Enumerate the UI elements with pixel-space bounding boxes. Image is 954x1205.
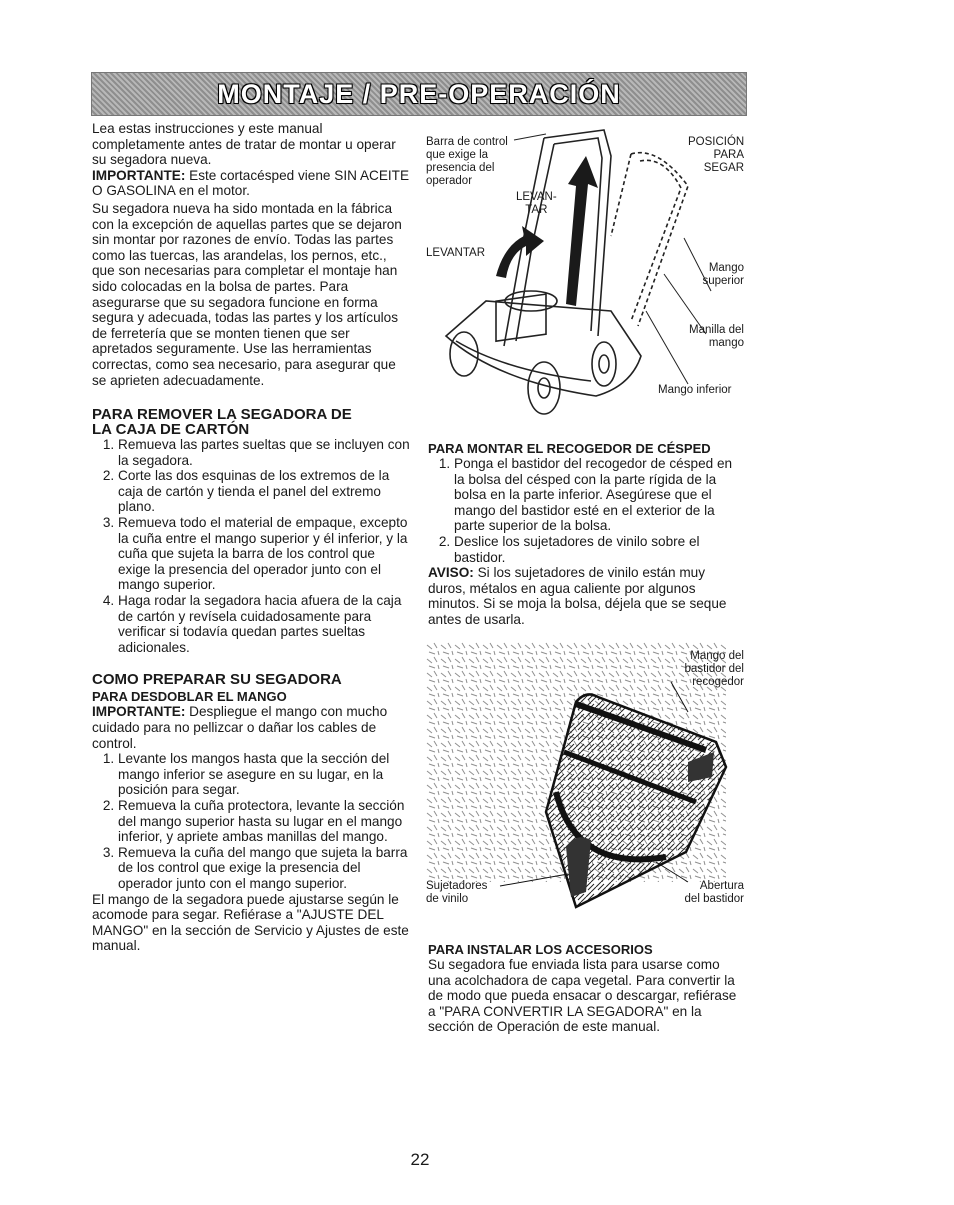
unfold-important-label: IMPORTANTE: xyxy=(92,704,186,720)
lift-small-label: LEVAN- TAR xyxy=(516,191,557,216)
unfold-heading: PARA DESDOBLAR EL MANGO xyxy=(92,689,287,705)
left-column xyxy=(92,121,410,954)
unfold-important-note xyxy=(92,704,410,751)
unfold-steps-list xyxy=(92,751,410,891)
lift-label: LEVANTAR xyxy=(426,247,486,259)
upper-handle-label: Mango superior xyxy=(702,262,744,287)
frame-opening-label: Abertura del bastidor xyxy=(684,880,744,905)
important-note xyxy=(92,168,410,199)
remove-steps-list xyxy=(92,437,410,655)
list-item: 2. Corte las dos esquinas de los extremos de la caja de cartón y tienda el panel del extremo plano. xyxy=(118,468,410,515)
remove-heading-line1: PARA REMOVER LA SEGADORA DE xyxy=(92,406,352,424)
list-item: 3. Remueva todo el material de empaque, excepto la cuña entre el mango superior y él inferior, y la cuña que sujeta la barra de los control que exige la presencia del operador junto con el mango superior. xyxy=(118,515,410,593)
remove-heading-line2: LA CAJA DE CARTÓN xyxy=(92,421,250,439)
right-column-lower xyxy=(428,942,746,1035)
prepare-heading: COMO PREPARAR SU SEGADORA xyxy=(92,671,342,689)
mower-handle-figure xyxy=(426,126,756,426)
important-label: IMPORTANTE: xyxy=(92,167,186,183)
accessories-heading: PARA INSTALAR LOS ACCESORIOS xyxy=(428,942,653,957)
notice-text: Si los sujetadores de vinilo están muy duros, métalos en agua caliente por algunos minutos. Si se moja la bolsa, déjela que se seque antes de usarla. xyxy=(428,565,727,627)
section-banner xyxy=(91,72,747,116)
frame-handle-label: Mango del bastidor del recogedor xyxy=(684,650,744,688)
section-title: MONTAJE / PRE-OPERACIÓN xyxy=(217,78,621,109)
notice-paragraph xyxy=(428,565,746,627)
list-item: 4. Haga rodar la segadora hacia afuera de la caja de cartón y revísela cuidadosamente para verificar si todavía quedan partes sueltas adicionales. xyxy=(118,593,410,655)
list-item: 1. Ponga el bastidor del recogedor de césped en la bolsa del césped con la parte rígida de la bolsa en la parte inferior. Asegúrese que el mango del bastidor esté en el exterior de la parte superior de la bolsa. xyxy=(454,456,746,534)
list-item: 3. Remueva la cuña del mango que sujeta la barra de los control que exige la presencia del operador junto con el mango superior. xyxy=(118,845,410,892)
list-item: 1. Remueva las partes sueltas que se incluyen con la segadora. xyxy=(118,437,410,468)
grass-catcher-figure xyxy=(426,642,756,932)
list-item: 2. Remueva la cuña protectora, levante la sección del mango superior hasta su lugar en el mango inferior, y apriete ambas manillas del mango. xyxy=(118,798,410,845)
list-item: 1. Levante los mangos hasta que la sección del mango inferior se asegure en su lugar, en la posición para segar. xyxy=(118,751,410,798)
mowing-position-label: POSICIÓN PARA SEGAR xyxy=(688,136,745,174)
handle-knob-label: Manilla del mango xyxy=(689,324,744,349)
notice-label: AVISO: xyxy=(428,565,474,581)
page-number: 22 xyxy=(410,1150,430,1169)
catcher-heading: PARA MONTAR EL RECOGEDOR DE CÉSPED xyxy=(428,441,711,456)
list-item: 2. Deslice los sujetadores de vinilo sobre el bastidor. xyxy=(454,534,746,565)
unfold-important-text: Despliegue el mango con mucho cuidado para no pellizcar o dañar los cables de control. xyxy=(92,704,388,751)
vinyl-clips-label: Sujetadores de vinilo xyxy=(426,880,488,905)
important-text: Este cortacésped viene SIN ACEITE O GASOLINA en el motor. xyxy=(92,167,410,199)
intro-paragraph: Lea estas instrucciones y este manual completamente antes de tratar de montar u operar su segadora nueva. xyxy=(92,121,396,168)
accessories-paragraph: Su segadora fue enviada lista para usarse como una acolchadora de capa vegetal. Para convertir la de modo que pueda ensacar o descargar, refiérase a "PARA CONVERTIR LA SEGADORA" en la sección de Operación de este manual. xyxy=(428,957,737,1035)
catcher-steps-list xyxy=(428,456,746,565)
adjust-paragraph: El mango de la segadora puede ajustarse según le acomode para segar. Refiérase a "AJUSTE DEL MANGO" en la sección de Servicio y Ajustes de este manual. xyxy=(92,891,409,954)
intro-paragraph-2: Su segadora nueva ha sido montada en la fábrica con la excepción de aquellas partes que se dejaron sin montar por razones de envío. Todas las partes como las tuercas, las arandelas, los pernos, etc., que son necesarias para completar el montaje han sido colocadas en la bolsa de partes. Para asegurarse que su segadora funcione en forma segura y adecuada, todas las partes y los artículos de ferretería que se monten tienen que ser apretados seguramente. Use las herramientas correctas, como sea necesario, para asegurar que se aprieten adecuadamente. xyxy=(92,200,402,388)
control-bar-label: Barra de control que exige la presencia del operador xyxy=(426,136,508,187)
right-column-upper xyxy=(428,441,746,628)
lower-handle-label: Mango inferior xyxy=(658,384,732,396)
